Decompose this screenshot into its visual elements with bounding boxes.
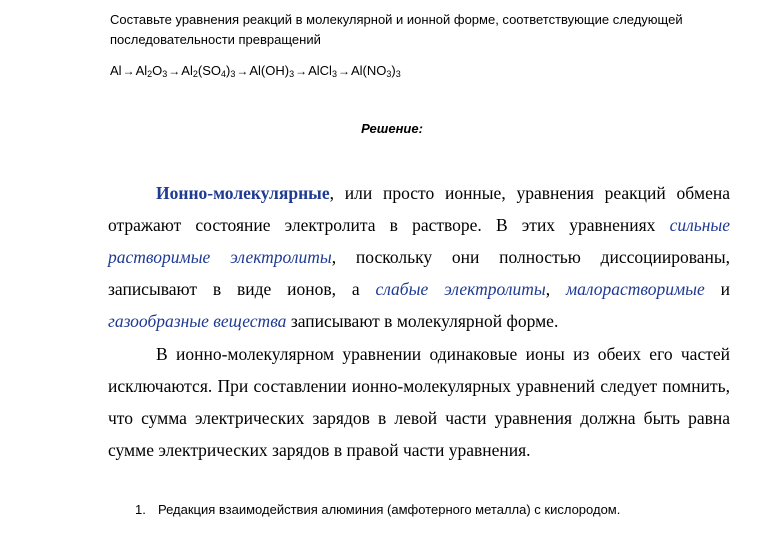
transformation-chain — [110, 62, 401, 80]
solution-heading: Решение: — [361, 121, 423, 136]
chain-item-al2o3: $Al_2O_3$ — [135, 63, 168, 79]
paragraph-ionic-equations: Ионно-молекулярные, или просто ионные, уравнения реакций обмена отражают состояние электролита в растворе. В этих уравнениях сильные растворимые электролиты, поскольку они полностью диссоциированы, записывают в виде ионов, а слабые электролиты, малорастворимые и газообразные вещества записывают в молекулярной форме. — [108, 183, 730, 331]
list-item — [135, 500, 620, 520]
term-ionic-molecular: Ионно-молекулярные — [156, 183, 330, 203]
arrow-icon: → — [295, 64, 308, 78]
chain-item-al: Al — [110, 63, 122, 78]
term-strong-electrolytes: сильные растворимые электролиты — [108, 215, 730, 267]
chain-item-al2so43: $Al_2(SO_4)_3$ — [181, 63, 236, 79]
paragraph-ion-exclusion: В ионно-молекулярном уравнении одинаковые ионы из обеих его частей исключаются. При составлении ионно-молекулярных уравнений следует помнить, что сумма электрических зарядов в левой части уравнения должна быть равна сумме электрических зарядов в правой части уравнения. — [108, 344, 730, 460]
chain-item-aloh3: $Al(OH)_3$ — [249, 63, 295, 79]
term-weak-electrolytes: слабые электролиты — [375, 279, 546, 299]
term-gases: газообразные вещества — [108, 311, 287, 331]
arrow-icon: → — [236, 64, 249, 78]
list-item-text: Редакция взаимодействия алюминия (амфотерного металла) с кислородом. — [158, 502, 621, 517]
list-item-number: 1. — [135, 502, 146, 517]
arrow-icon: → — [168, 64, 181, 78]
arrow-icon: → — [337, 64, 350, 78]
chain-item-alcl3: AlCl$_3$ — [308, 63, 337, 79]
chain-item-alno33: $Al(NO_3)_3$ — [350, 63, 401, 79]
term-poorly-soluble: малорастворимые — [565, 279, 705, 299]
arrow-icon: → — [122, 64, 135, 78]
task-statement: Составьте уравнения реакций в молекулярной и ионной форме, соответствующие следующей последовательности превращений — [110, 12, 683, 47]
